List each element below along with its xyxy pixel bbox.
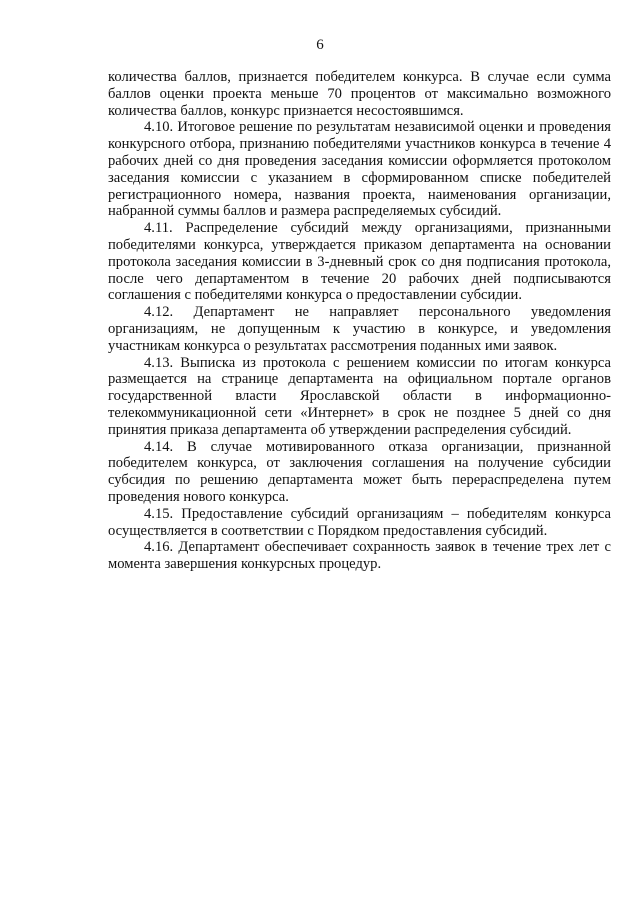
paragraph-4-15: 4.15. Предоставление субсидий организациям – победителям конкурса осуществляется в соответствии с Порядком предоставления субсидий.: [108, 505, 611, 539]
document-body: [108, 69, 611, 573]
paragraph-4-14: 4.14. В случае мотивированного отказа организации, признанной победителем конкурса, от заключения соглашения на получение субсидии субсидия по решению департамента может быть перераспределена путем проведения нового конкурса.: [108, 438, 611, 505]
paragraph-4-13: 4.13. Выписка из протокола с решением комиссии по итогам конкурса размещается на странице департамента на официальном портале органов государственной власти Ярославской области в информационно-телекоммуникационной сети «Интернет» в срок не позднее 5 дней со дня принятия приказа департамента об утверждении распределения субсидий.: [108, 354, 611, 438]
page-number: 6: [316, 37, 324, 53]
paragraph-4-12: 4.12. Департамент не направляет персонального уведомления организациям, не допущенным к участию в конкурсе, и уведомления участникам конкурса о результатах рассмотрения поданных ими заявок.: [108, 304, 611, 354]
paragraph-4-10: 4.10. Итоговое решение по результатам независимой оценки и проведения конкурсного отбора, признанию победителями участников конкурса в течение 4 рабочих дней со дня проведения заседания комиссии оформляется протоколом заседания комиссии с указанием в сформированном списке победителей регистрационного номера, названия проекта, наименования организации, набранной суммы баллов и размера распределяемых субсидий.: [108, 119, 611, 220]
paragraph-4-16: 4.16. Департамент обеспечивает сохранность заявок в течение трех лет с момента завершения конкурсных процедур.: [108, 539, 611, 573]
paragraph-4-11: 4.11. Распределение субсидий между организациями, признанными победителями конкурса, утверждается приказом департамента на основании протокола заседания комиссии в 3-дневный срок со дня подписания протокола, после чего департаментом в течение 20 рабочих дней подписываются соглашения с победителями конкурса о предоставлении субсидии.: [108, 220, 611, 304]
paragraph-continuation: количества баллов, признается победителем конкурса. В случае если сумма баллов оценки проекта меньше 70 процентов от максимально возможного количества баллов, конкурс признается несостоявшимся.: [108, 69, 611, 119]
